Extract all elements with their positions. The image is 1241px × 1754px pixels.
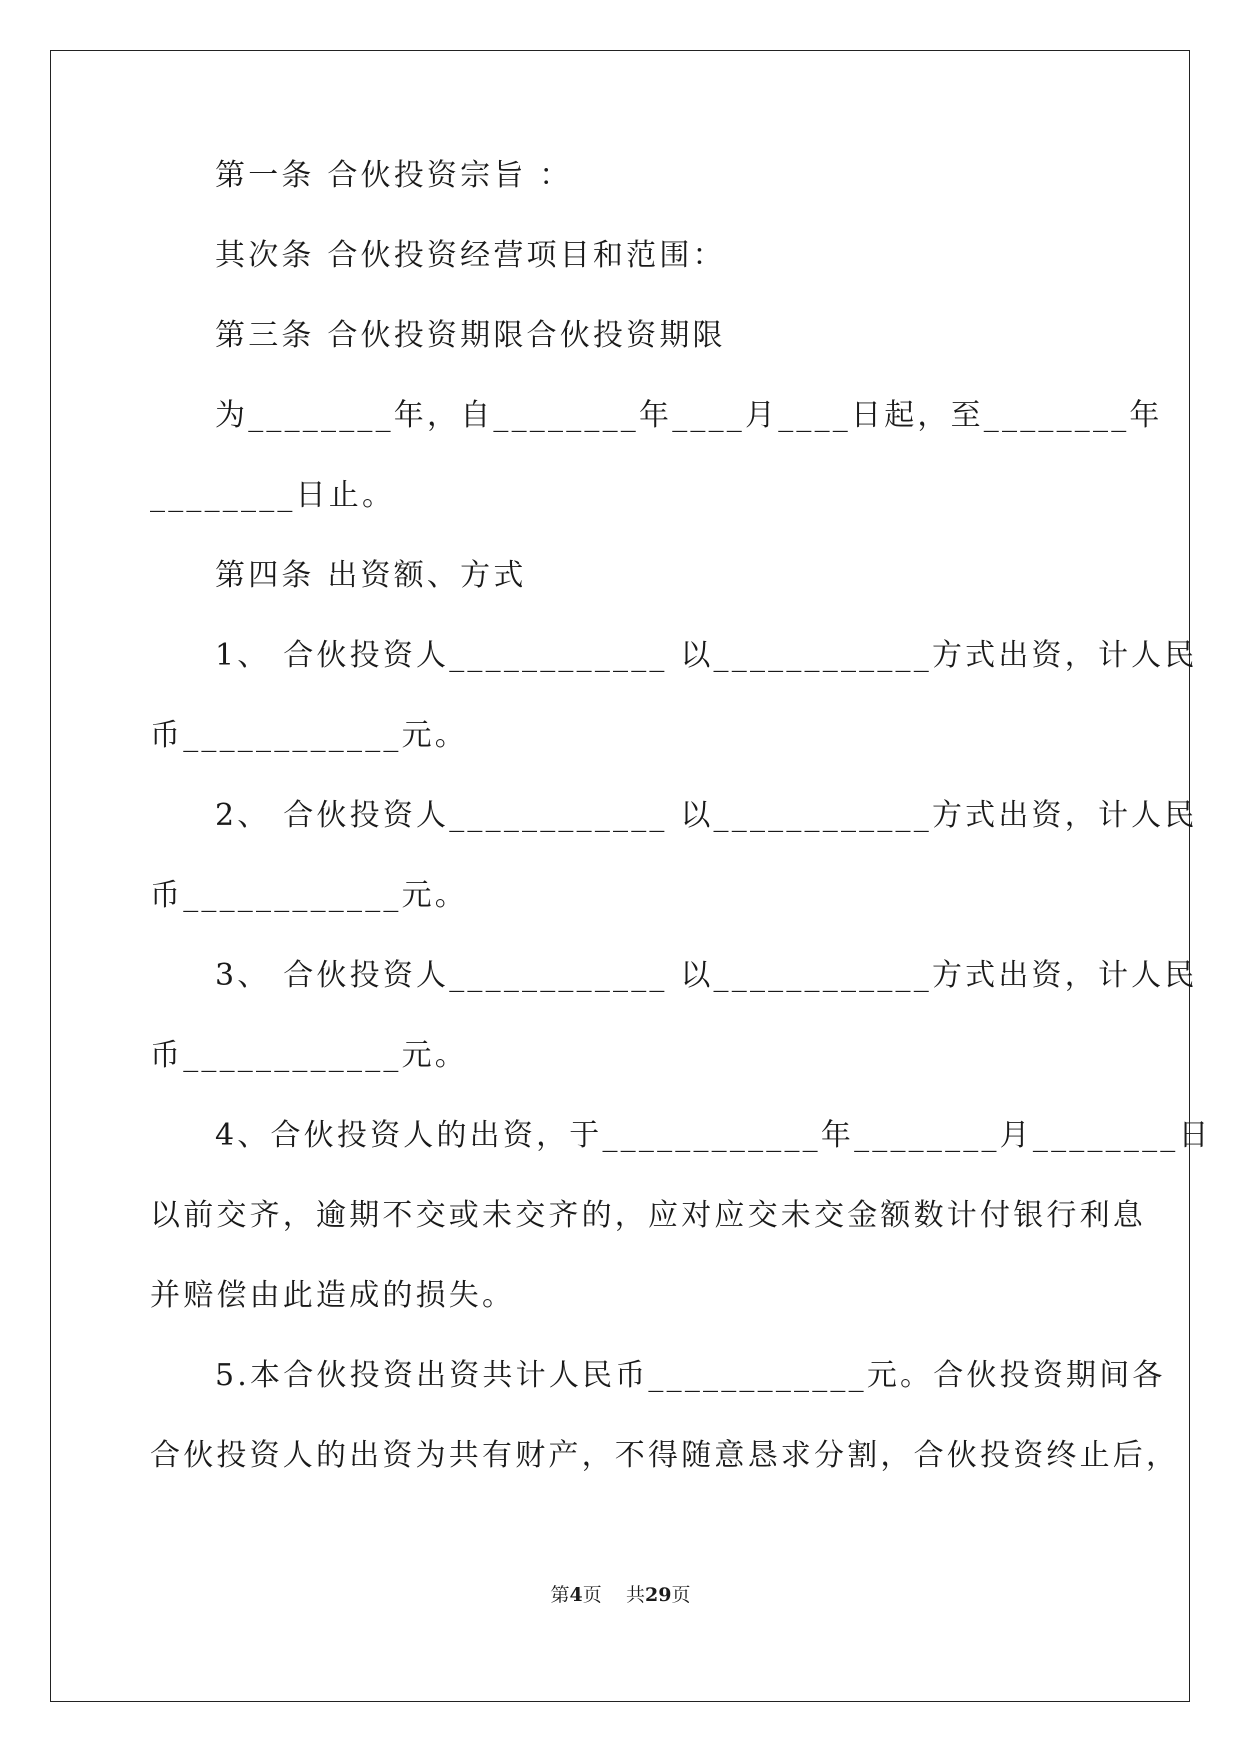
current-page-number: 4 <box>569 1584 583 1606</box>
clause-5-line-1: 5.本合伙投资出资共计人民币____________元。合伙投资期间各 <box>215 1358 1166 1393</box>
article-4-heading: 第四条 出资额、方式 <box>215 558 527 593</box>
article-1-heading: 第一条 合伙投资宗旨 ： <box>215 158 573 193</box>
footer-total-prefix: 共 <box>625 1584 645 1606</box>
page-footer <box>0 1580 1241 1607</box>
footer-total-suffix: 页 <box>671 1584 691 1606</box>
clause-4-line-1: 4、合伙投资人的出资，于____________年________月________日 <box>215 1118 1212 1153</box>
footer-prefix: 第 <box>550 1584 570 1606</box>
total-pages-number: 29 <box>644 1584 672 1606</box>
clause-5-line-2: 合伙投资人的出资为共有财产，不得随意恳求分割，合伙投资终止后， <box>150 1438 1180 1473</box>
investor-1-line-1: 1、 合伙投资人____________ 以____________方式出资，计人民 <box>215 638 1198 673</box>
article-3-heading: 第三条 合伙投资期限合伙投资期限 <box>215 318 726 353</box>
footer-page-word: 页 <box>582 1584 602 1606</box>
investor-1-line-2: 币____________元。 <box>150 718 468 753</box>
clause-4-line-3: 并赔偿由此造成的损失。 <box>150 1278 516 1313</box>
article-2-heading: 其次条 合伙投资经营项目和范围： <box>215 238 726 273</box>
clause-4-line-2: 以前交齐，逾期不交或未交齐的，应对应交未交金额数计付银行利息 <box>150 1198 1146 1233</box>
investor-3-line-2: 币____________元。 <box>150 1038 468 1073</box>
investor-3-line-1: 3、 合伙投资人____________ 以____________方式出资，计人民 <box>215 958 1198 993</box>
investor-2-line-1: 2、 合伙投资人____________ 以____________方式出资，计人民 <box>215 798 1198 833</box>
investor-2-line-2: 币____________元。 <box>150 878 468 913</box>
term-line-2: ________日止。 <box>150 478 396 513</box>
term-line-1: 为________年，自________年____月____日起，至________年 <box>215 398 1163 433</box>
